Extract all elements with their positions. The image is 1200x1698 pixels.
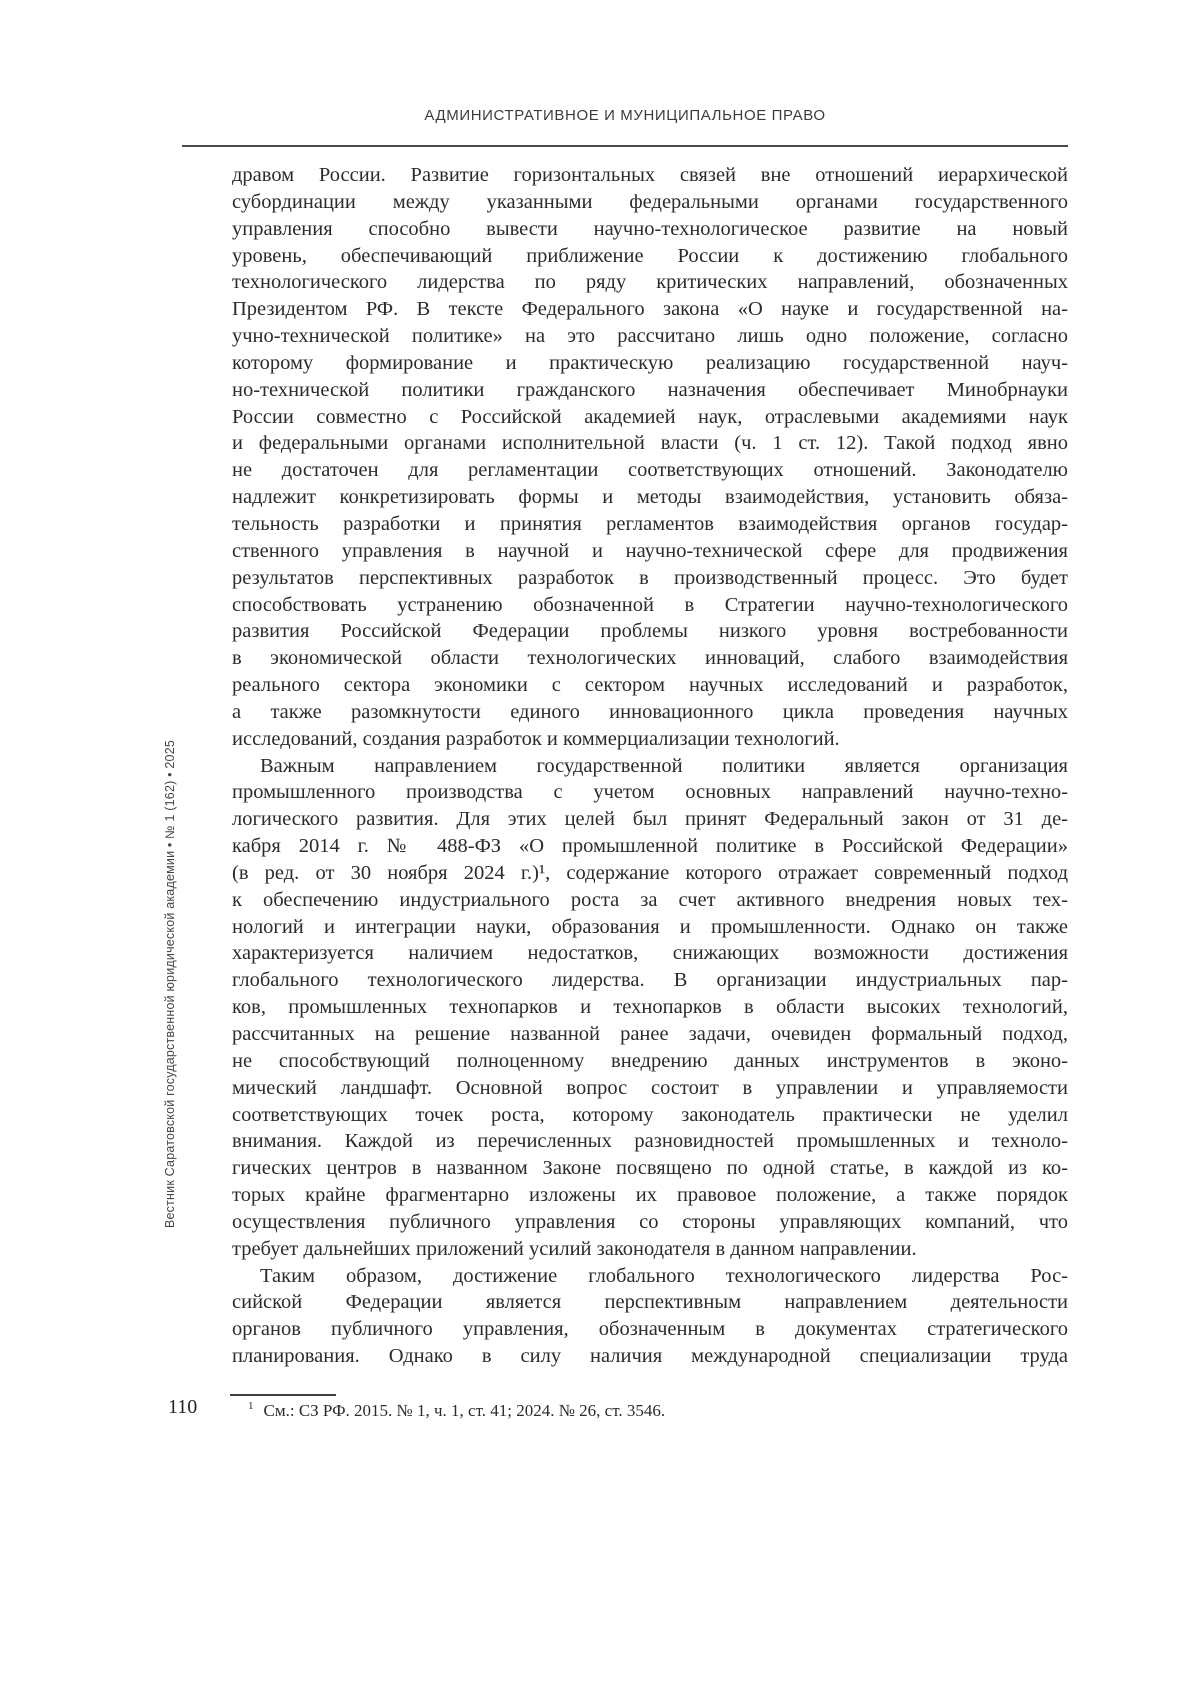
paragraph (232, 162, 1068, 753)
footnote (232, 1400, 1068, 1422)
text-line: не способствующий полноценному внедрению данных инструментов в эконо- (232, 1049, 1068, 1072)
text-line: не достаточен для регламентации соответствующих отношений. Законодателю (232, 459, 1068, 482)
text-line: торых крайне фрагментарно изложены их правовое положение, а также порядок (232, 1184, 1068, 1207)
text-line: тельность разработки и принятия регламентов взаимодействия органов государ- (232, 512, 1068, 535)
text-line: реального сектора экономики с сектором научных исследований и разработок, (232, 674, 1068, 697)
body-text (232, 162, 1068, 1370)
text-line: развития Российской Федерации проблемы низкого уровня востребованности (232, 620, 1068, 643)
footnote-separator (230, 1394, 336, 1396)
text-line: нологий и интеграции науки, образования и промышленности. Однако он также (232, 915, 1068, 938)
text-line: ков, промышленных технопарков и технопарков в области высоких технологий, (232, 996, 1068, 1019)
text-line: Важным направлением государственной политики является организация (260, 754, 1068, 777)
text-line: рассчитанных на решение названной ранее задачи, очевиден формальный подход, (232, 1023, 1068, 1045)
text-line: в экономической области технологических инноваций, слабого взаимодействия (232, 647, 1068, 670)
text-line: кабря 2014 г. № 488-ФЗ «О промышленной политике в Российской Федерации» (232, 835, 1068, 858)
text-line: способствовать устранению обозначенной в Стратегии научно-технологического (232, 593, 1068, 616)
text-line: результатов перспективных разработок в производственный процесс. Это будет (232, 566, 1068, 589)
text-line: органов публичного управления, обозначенным в документах стратегического (232, 1318, 1068, 1341)
text-line: осуществления публичного управления со стороны управляющих компаний, что (232, 1210, 1068, 1233)
text-line: сийской Федерации является перспективным направлением деятельности (232, 1291, 1068, 1314)
text-line: которому формирование и практическую реализацию государственной науч- (232, 351, 1068, 374)
journal-spine-caption: Вестник Саратовской государственной юридической академии • № 1 (162) • 2025 (163, 740, 177, 1229)
paragraph (232, 753, 1068, 1263)
text-line: внимания. Каждой из перечисленных разновидностей промышленных и техноло- (232, 1130, 1068, 1153)
text-line: Президентом РФ. В тексте Федерального закона «О науке и государственной на- (232, 298, 1068, 321)
header-rule (182, 145, 1068, 147)
footnote-text: См.: СЗ РФ. 2015. № 1, ч. 1, ст. 41; 2024. № 26, ст. 3546. (263, 1401, 666, 1420)
paragraph (232, 1263, 1068, 1370)
text-line: надлежит конкретизировать формы и методы взаимодействия, установить обяза- (232, 486, 1068, 509)
text-line: но-технической политики гражданского назначения обеспечивает Минобрнауки (232, 378, 1068, 401)
text-line: характеризуется наличием недостатков, снижающих возможности достижения (232, 942, 1068, 965)
text-line: технологического лидерства по ряду критических направлений, обозначенных (232, 271, 1068, 294)
text-line: глобального технологического лидерства. В организации индустриальных пар- (232, 969, 1068, 992)
footnote-marker: 1 (248, 1400, 254, 1413)
text-line: (в ред. от 30 ноября 2024 г.)¹, содержание которого отражает современный подход (232, 861, 1068, 884)
section-header: АДМИНИСТРАТИВНОЕ И МУНИЦИПАЛЬНОЕ ПРАВО (424, 107, 826, 124)
text-line: логического развития. Для этих целей был принят Федеральный закон от 31 де- (232, 808, 1068, 831)
text-line: и федеральными органами исполнительной власти (ч. 1 ст. 12). Такой подход явно (232, 432, 1068, 455)
text-line: соответствующих точек роста, которому законодатель практически не уделил (232, 1103, 1068, 1126)
text-line: субординации между указанными федеральными органами государственного (232, 190, 1068, 213)
text-line: управления способно вывести научно-технологическое развитие на новый (232, 217, 1068, 240)
text-line: России совместно с Российской академией наук, отраслевыми академиями наук (232, 405, 1068, 428)
text-line: промышленного производства с учетом основных направлений научно-техно- (232, 781, 1068, 804)
text-line: к обеспечению индустриального роста за счет активного внедрения новых тех- (232, 888, 1068, 911)
page-number: 110 (168, 1396, 198, 1418)
text-line: уровень, обеспечивающий приближение России к достижению глобального (232, 244, 1068, 267)
text-line: ственного управления в научной и научно-технической сфере для продвижения (232, 539, 1068, 562)
text-line: гических центров в названном Законе посвящено по одной статье, в каждой из ко- (232, 1157, 1068, 1180)
text-line: исследований, создания разработок и коммерциализации технологий. (232, 727, 840, 750)
text-line: учно-технической политике» на это рассчитано лишь одно положение, согласно (232, 325, 1068, 348)
text-line: требует дальнейших приложений усилий законодателя в данном направлении. (232, 1237, 917, 1260)
text-line: планирования. Однако в силу наличия международной специализации труда (232, 1345, 1068, 1368)
text-line: мический ландшафт. Основной вопрос состоит в управлении и управляемости (232, 1076, 1068, 1099)
text-line: Таким образом, достижение глобального технологического лидерства Рос- (260, 1264, 1068, 1287)
text-line: а также разомкнутости единого инновационного цикла проведения научных (232, 700, 1068, 723)
text-line: дравом России. Развитие горизонтальных связей вне отношений иерархической (232, 164, 1068, 186)
